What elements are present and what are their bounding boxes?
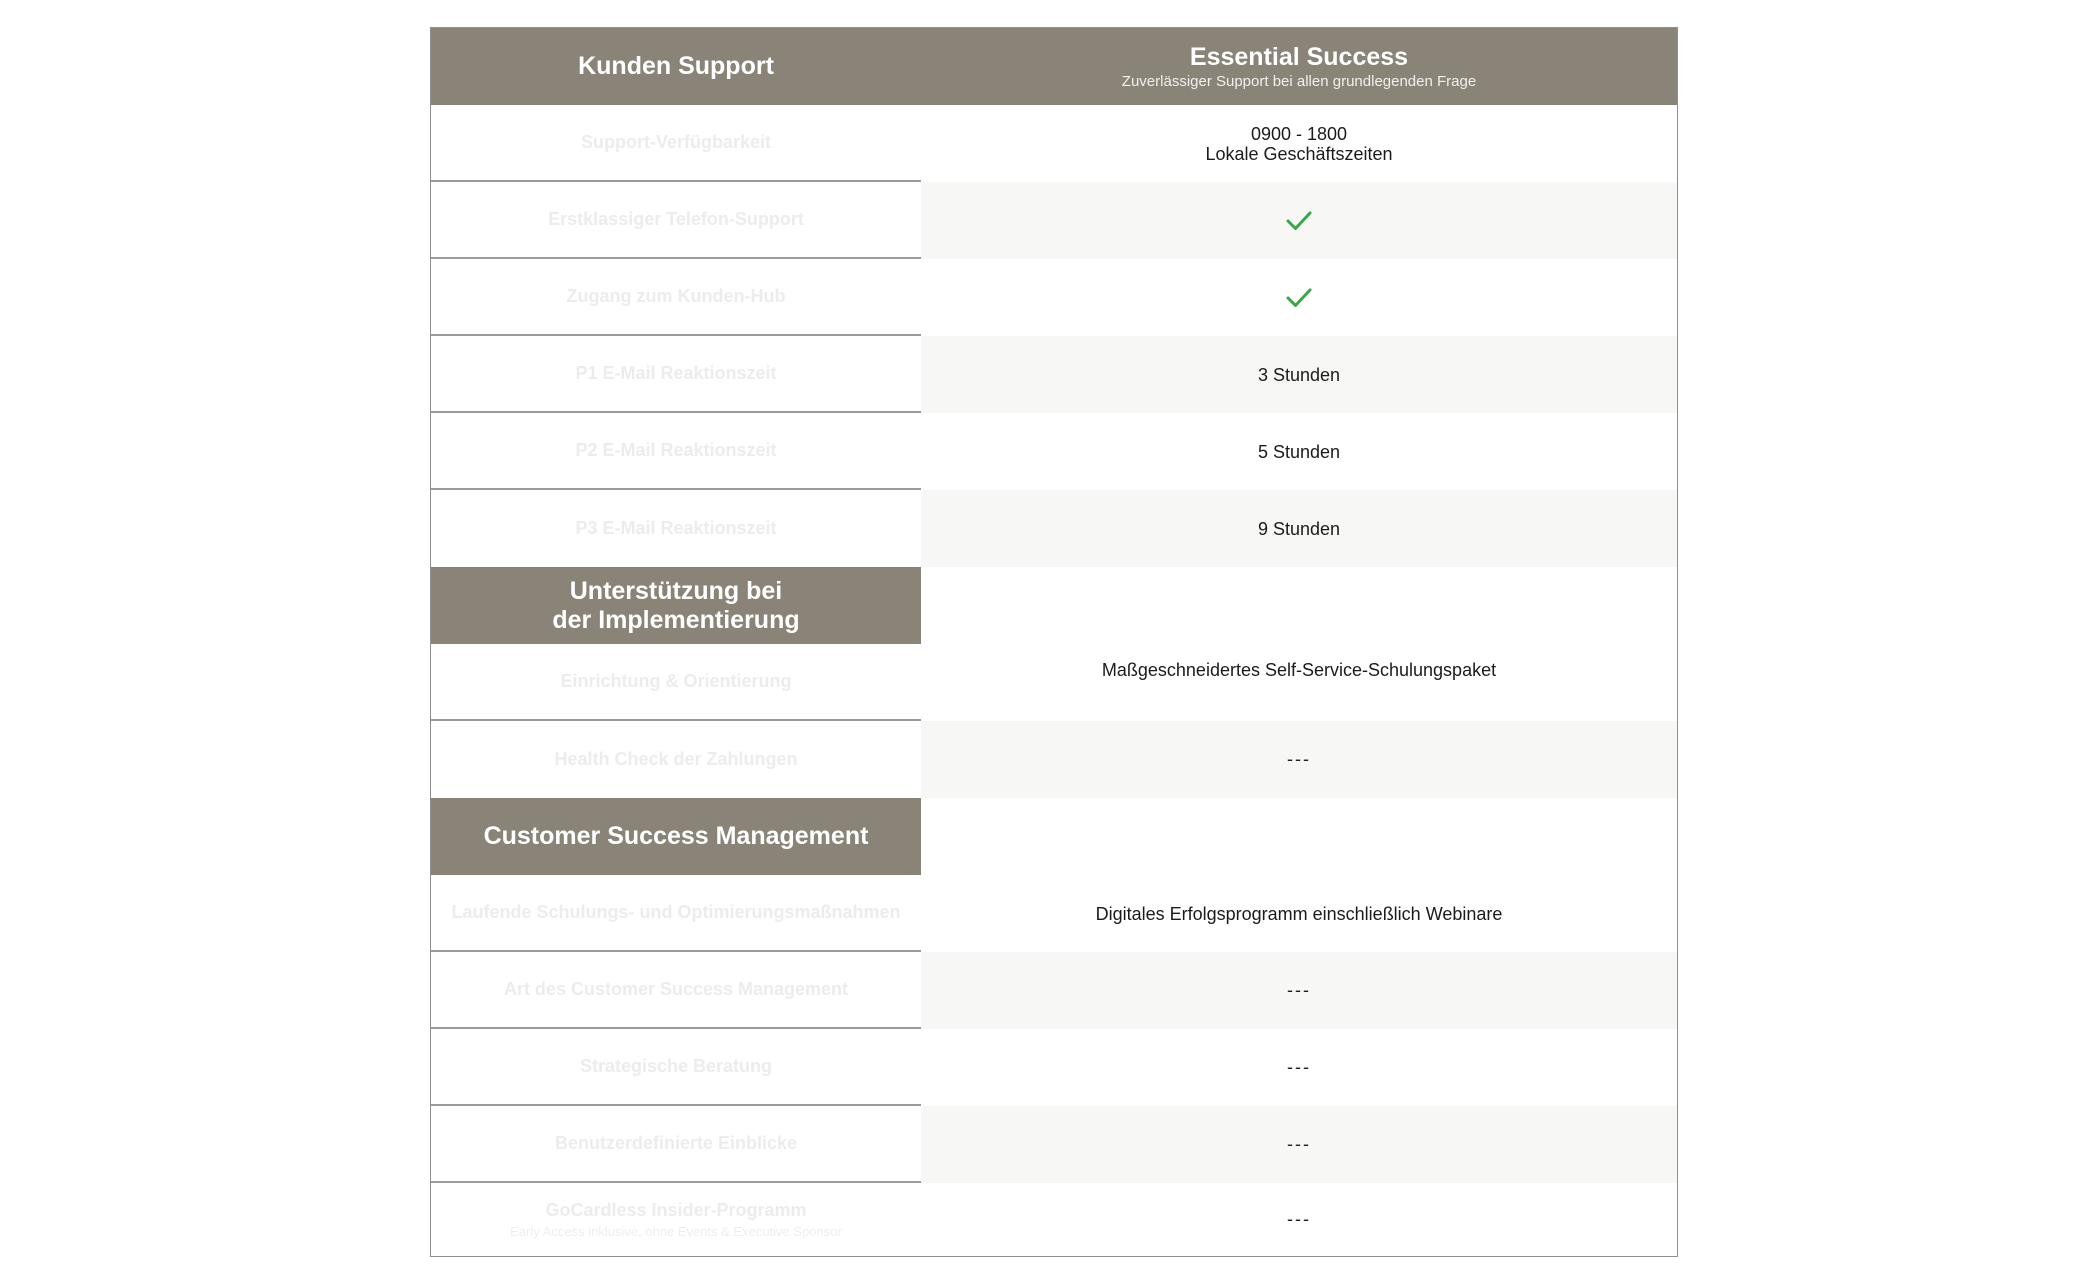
plan-header	[921, 28, 1677, 105]
table-row	[431, 721, 1677, 798]
feature-value: 9 Stunden	[1257, 518, 1341, 539]
table-row	[431, 1183, 1677, 1256]
feature-label: P2 E-Mail Reaktionszeit	[575, 440, 777, 460]
plan-tagline: Zuverlässiger Support bei allen grundlegenden Frage	[1121, 73, 1477, 90]
table-row	[431, 1029, 1677, 1106]
plan-name: Essential Success	[1189, 43, 1409, 71]
table-row	[431, 644, 1677, 721]
section-header-implementierung	[431, 567, 921, 644]
empty-cell	[921, 798, 1677, 875]
section-header-kunden-support	[431, 28, 921, 105]
feature-label: Zugang zum Kunden-Hub	[566, 286, 786, 306]
feature-value: 0900 - 1800	[1250, 123, 1348, 144]
feature-value: Digitales Erfolgsprogramm einschließlich Webinare	[1095, 903, 1503, 924]
feature-sublabel: Early Access inklusive, ohne Events & Executive Sponsor	[510, 1224, 842, 1239]
table-row	[431, 952, 1677, 1029]
table-row	[431, 413, 1677, 490]
feature-label: Laufende Schulungs- und Optimierungsmaßnahmen	[451, 902, 901, 922]
table-row	[431, 259, 1677, 336]
section-header-customer-success	[431, 798, 921, 875]
feature-value: Maßgeschneidertes Self-Service-Schulungspaket	[1101, 660, 1497, 680]
feature-value: ---	[1287, 1134, 1311, 1154]
table-row	[431, 490, 1677, 567]
section-header-row	[431, 798, 1677, 875]
table-row	[431, 875, 1677, 952]
feature-label: GoCardless Insider-Programm	[545, 1200, 807, 1220]
feature-label: Einrichtung & Orientierung	[560, 671, 792, 691]
feature-label: Health Check der Zahlungen	[554, 749, 798, 769]
feature-value: ---	[1287, 980, 1311, 1000]
check-icon	[1285, 287, 1313, 309]
feature-label: Strategische Beratung	[579, 1056, 773, 1076]
section-header-row	[431, 567, 1677, 644]
feature-value: 5 Stunden	[1257, 441, 1341, 462]
feature-label: Support-Verfügbarkeit	[580, 132, 772, 152]
empty-cell	[921, 567, 1677, 644]
section-title: Customer Success Management	[483, 822, 869, 850]
support-comparison-table	[430, 27, 1678, 1257]
table-row	[431, 105, 1677, 182]
feature-value-detail: Lokale Geschäftszeiten	[1205, 143, 1393, 164]
table-row	[431, 1106, 1677, 1183]
feature-label: P3 E-Mail Reaktionszeit	[575, 518, 777, 538]
table-row	[431, 182, 1677, 259]
feature-value: ---	[1287, 1057, 1311, 1077]
section-title-line2: der Implementierung	[552, 605, 800, 634]
check-icon	[1285, 210, 1313, 232]
feature-label: Art des Customer Success Management	[503, 979, 849, 999]
feature-value: ---	[1287, 749, 1311, 769]
feature-label: Benutzerdefinierte Einblicke	[554, 1133, 798, 1153]
feature-value: ---	[1287, 1209, 1311, 1229]
section-title-line1: Unterstützung bei	[569, 576, 783, 605]
feature-value: 3 Stunden	[1257, 364, 1341, 385]
section-title: Kunden Support	[578, 52, 774, 80]
feature-label: Erstklassiger Telefon-Support	[548, 209, 804, 229]
feature-label: P1 E-Mail Reaktionszeit	[575, 363, 777, 383]
table-row	[431, 336, 1677, 413]
table-header-row	[431, 28, 1677, 105]
